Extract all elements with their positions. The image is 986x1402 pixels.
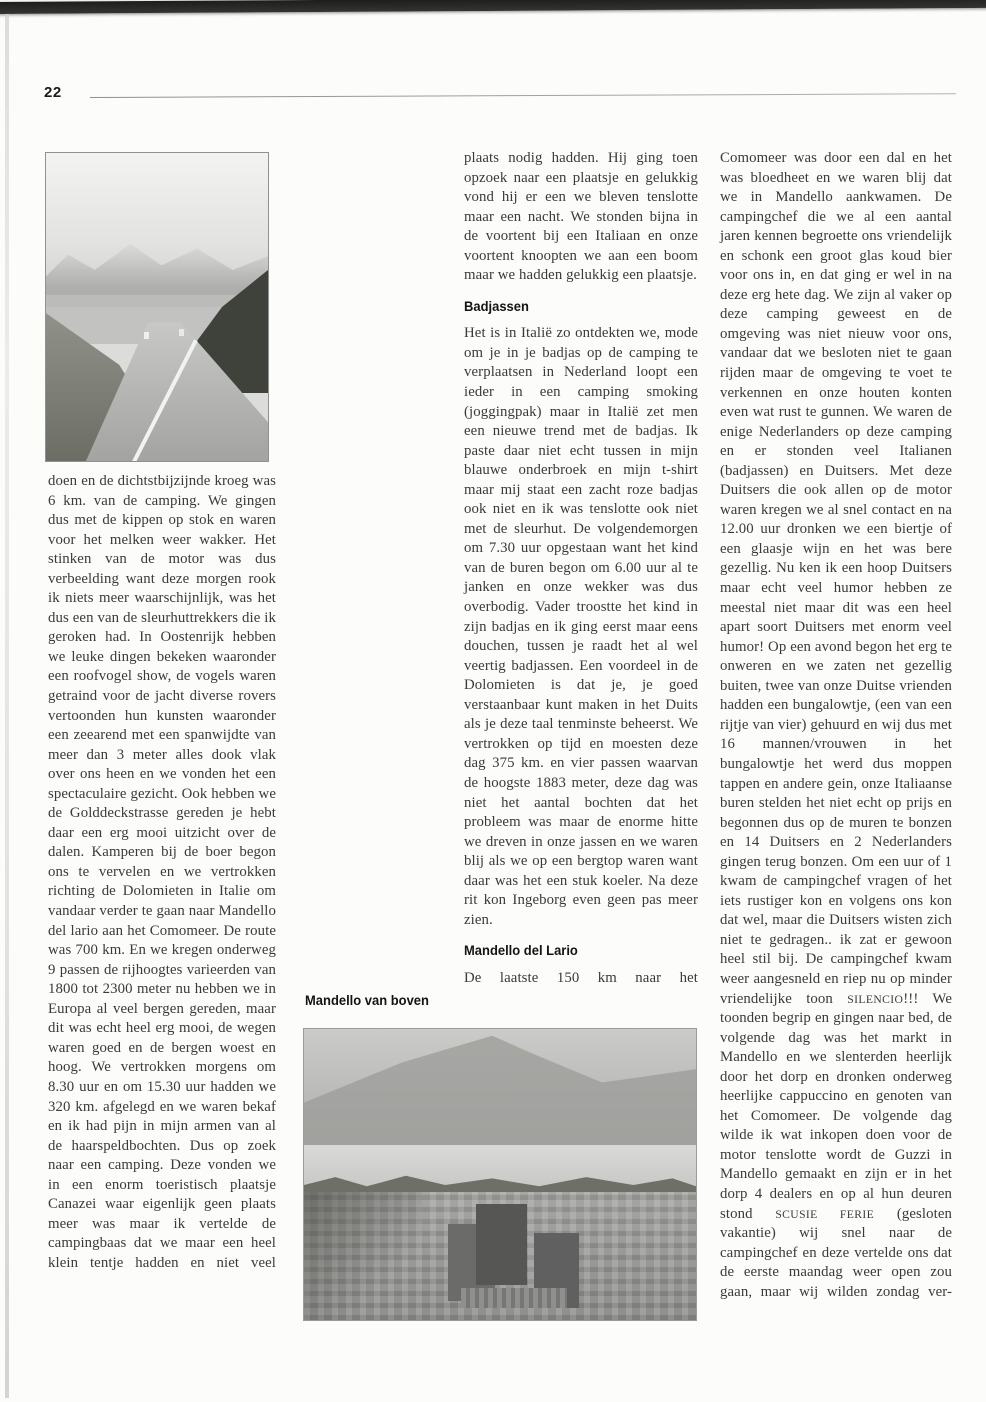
column-2-paragraph-3: De laatste 150 km naar het — [464, 969, 698, 986]
column-1-paragraph: doen en de dichtstbijzijnde kroeg was 6 km. van de camping. We gingen dus met de kippen op stok en waren voor het melken weer wakker. Het stinken van de motor was dus verbeelding want deze morgen rook ik niets meer waarschijnlijk, was het dus een van de sleurhuttrekkers die ik geroken had. In Oostenrijk hebben we leuke dingen bekeken waaronder een roofvogel show, de vogels waren getraind voor de jacht diverse rovers vertoonden hun kunsten waaronder een zeearend met een spanwijdte van meer dan 3 meter alles dook vlak over ons heen en we vonden het een spectaculaire gezicht. Ook hebben we de Golddeckstrasse gereden je hebt daar een erg mooi uitzicht over de dalen. Kamperen bij de boer begon ons te vervelen en we vertrokken richting de Dolomieten in Italie om vandaar verder te gaan naar Mandello del lario aan het Comomeer. De route was 700 km. En we kregen onderweg 9 passen de rijhoogtes varieerden van 1800 tot 2300 meter nu hebben we in Europa al veel bergen gereden, maar dit was echt heel erg mooi, de wegen waren goed en de bergen woest en hoog. We vertrokken morgens om 8.30 uur en om 15.30 uur hadden we 320 km. afgelegd en we waren bekaf en ik had pijn in mijn armen van al de haarspeldbochten. Dus op zoek naar een camping. Deze vonden we in een enorm toeristisch plaatsje Canazei waar eigenlijk geen plaats meer was maar ik vertelde de campingbaas dat we maar een heel klein tentje hadden en niet veel — [48, 473, 276, 1271]
photo-decoration — [461, 1288, 567, 1308]
column-3-paragraph — [720, 149, 952, 1302]
column-3-text-part-2: !!! We toonden begrip en gingen naar bed, de volgende dag was het markt in Mandello en we slenterden heerlijk door het dorp en dronken onderweg heerlijke cappuccino en genoten van het Comomeer. De volgende dag wilde ik wat inkopen doen voor de motor tenslotte wordt de Guzzi in Mandello gemaakt en zijn er in het dorp 4 dealers en op al hun deuren stond — [720, 990, 952, 1222]
column-3 — [720, 149, 952, 1302]
page-number: 22 — [44, 84, 62, 101]
scan-edge-left — [5, 14, 9, 1398]
photo-mountain-road — [45, 152, 269, 462]
scan-edge-top — [0, 0, 986, 14]
photo-decoration — [476, 1204, 527, 1285]
photo-caption-mandello-van-boven: Mandello van boven — [305, 993, 429, 1008]
column-3-text-part-1: Comomeer was door een dal en het was bloedheet en we waren blij dat we in Mandello aankwamen. De campingchef die we al een aantal jaren kennen begroette ons vriendelijk en schonk een groot glas koud bier voor ons in, en dat ging er wel in na deze erg hete dag. We zijn al vaker op deze camping geweest en de omgeving was niet nieuw voor ons, vandaar dat we besloten niet te gaan rijden maar de omgeving te voet te verkennen en onze houten konten even wat rust te gunnen. We waren de enige Nederlanders op deze camping en er stonden veel Italianen (badjassen) en Duitsers. Met deze Duitsers die ook allen op de motor waren kregen we al snel contact en na 12.00 uur dronken we een biertje of een glaasje wijn en het was bere gezellig. Nu ken ik een hoop Duitsers maar echt veel humor hebben ze meestal niet maar dit was een heel apart soort Duitsers met enorm veel humor! Op een avond begon het erg te onweren en we zaten net gezellig buiten, twee van onze Duitse vrienden hadden een bungalowtje, (een van een rijtje van vier) gehuurd en wij dus met 16 mannen/vrouwen in het bungalowtje het werd dus moppen tappen en andere gein, onze Italiaanse buren stelden het niet echt op prijs en begonnen dus op de muren te bonzen en 14 Duitsers en 2 Nederlanders gingen terug bonzen. Om een uur of 1 kwam de campingchef vragen of het iets rustiger kon en volgens ons kon dat wel, maar die Duitsers wisten zich niet te gedragen.. ik zat er gewoon heel stil bij. De campingchef kwam weer aangesneld en riep nu op minder vriendelijke toon — [720, 150, 952, 1007]
silencio-smallcaps: SILENCIO — [847, 992, 904, 1006]
column-2 — [464, 149, 698, 988]
header-rule — [90, 93, 956, 98]
column-2-paragraph-1: plaats nodig hadden. Hij ging toen opzoek naar een plaatsje en gelukkig vond hij er een we bleven tenslotte maar een nacht. We stonden bijna in de voortent bij een Italiaan en onze voortent knoopten we aan een boom maar we hadden gelukkig een plaatsje. — [464, 150, 698, 284]
photo-decoration — [304, 1192, 422, 1320]
heading-badjassen: Badjassen — [464, 298, 529, 314]
photo-decoration — [144, 332, 149, 339]
column-1 — [48, 472, 276, 1273]
photo-mandello-town-view — [303, 1028, 697, 1321]
scusie-ferie-smallcaps: SCUSIE FERIE — [775, 1207, 875, 1221]
photo-decoration — [179, 329, 184, 336]
heading-mandello-del-lario: Mandello del Lario — [464, 943, 578, 959]
column-2-paragraph-2: Het is in Italië zo ontdekten we, mode om je in je badjas op de camping te verplaatsen in Nederland loopt een ieder in een camping smoking (joggingpak) maar in Italië zet men een nieuwe trend met de badjas. Ik paste daar niet echt tussen in mijn blauwe onderbroek en mijn t-shirt maar mij staat een zacht roze badjas ook niet en ik was tenslotte ook niet met de sleurhut. De volgendemorgen om 7.30 uur opgestaan want het kind van de buren begon om 6.00 uur al te janken en onze wekker was dus overbodig. Vader troostte het kind in zijn badjas en ik ging eerst maar eens douchen, tussen je raadt het al wel veertig badjassen. Een voordeel in de Dolomieten is dat je, je goed verstaanbaar kunt maken in het Duits als je deze taal tenminste beheerst. We vertrokken op tijd en moesten deze dag 375 km. en vier passen waarvan de hoogste 1883 meter, deze dag was niet het aantal bochten dat het probleem was maar de enorme hitte we dreven in onze jassen en we waren blij als we op een bergtop waren want daar was het een stuk koeler. Na deze rit kon Ingeborg even geen pas meer zien. — [464, 325, 698, 928]
column-3-text-part-3: (gesloten vakantie) wij snel naar de campingchef en deze vertelde ons dat de eerste maandag weer open zou gaan, maar wij wilden zondag ver- — [720, 1205, 952, 1300]
